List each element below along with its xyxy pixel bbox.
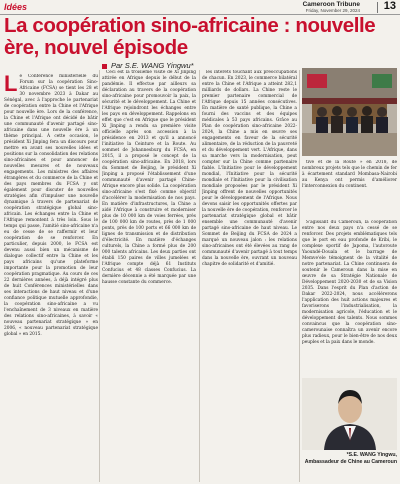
publication-masthead <box>303 1 360 13</box>
byline-text: Par S.E. WANG Yingwu* <box>111 61 194 70</box>
author-portrait-image <box>302 378 397 450</box>
drop-cap: L <box>4 74 18 96</box>
article-column-2 <box>102 70 196 480</box>
article-headline: La coopération sino-africaine : nouvelle ère, nouvel épisode <box>4 14 376 59</box>
article-column-1 <box>4 74 98 484</box>
article-column-4-top <box>302 160 397 220</box>
article-column-3 <box>202 70 297 480</box>
article-column-4 <box>302 220 397 372</box>
column-3-text: les intérêts touchant aux préoccupations de chacun. En 2023, le commerce bilatéral entre la Chine et l'Afrique a atteint 282,1 milliards de dollars. La Chine reste le premier partenaire commercial de l'Afrique depuis 15 années consécutives. En matière de santé publique, la Chine a fourni des vaccins et des équipes médicales à 53 pays africains. Grâce au Plan de coopération sino-africaine 2022-2024, la Chine a mis en œuvre ses engagements en faveur de la sécurité alimentaire, de la réduction de la pauvreté et du développement vert. L'Afrique, dans sa marche vers la modernisation, peut compter sur la Chine comme partenaire fiable. L'Initiative pour le développement mondial, l'Initiative pour la sécurité mondiale et l'Initiative pour la civilisation mondiale proposées par le président Xi Jinping offrent de nouvelles opportunités pour le développement de l'Afrique. Nous devons saisir les opportunités offertes par la nouvelle ère de coopération, renforcer le partenariat stratégique global et bâtir ensemble une communauté d'avenir partagé sino-africaine de haut niveau. Le Sommet de Beijing du FCSA de 2024 a marqué un nouveau jalon : les relations sino-africaines ont été élevées au rang de communauté d'avenir partagé à tout temps dans la nouvelle ère, ouvrant un nouveau chapitre de solidarité et d'amitié. <box>202 70 297 267</box>
column-divider <box>299 70 300 482</box>
column-4-text: S'agissant du Cameroun, la coopération entre nos deux pays n'a cessé de se renforcer. Des projets emblématiques tels que le port en eau profonde de Kribi, le complexe sportif de Japoma, l'autoroute Yaoundé-Douala et le barrage de Memve'ele témoignent de la vitalité de notre partenariat. La Chine continuera de soutenir le Cameroun dans la mise en œuvre de sa Stratégie Nationale de Développement 2020-2030 et de sa Vision 2035. Dans l'esprit du Plan d'action de Dakar 2022-2024, nous accélérerons l'application des huit actions majeures et favoriserons l'industrialisation, la modernisation agricole, l'éducation et le développement des talents. Nous sommes convaincus que la coopération sino-camerounaise connaîtra un avenir encore plus radieux, pour le bien-être de nos deux peuples et la paix dans le monde. <box>302 220 397 345</box>
column-divider <box>199 70 200 482</box>
column-2-text: Ceci est la troisième visite de Xi Jinping attirée en Afrique depuis le début de la pandémie. Il effectue par ailleurs sa déclaration au travers de la coopération sino-africaine pour promouvoir la paix, la sécurité et le développement. La Chine et l'Afrique rejoindront les échanges entre les pays en développement. Rappelons en effet que c'est en Afrique que le président Xi Jinping a rendu sa première visite officielle après son accession à la présidence en 2013 et qu'il a annoncé l'initiative la Ceinture et la Route. Au sommet de Johannesburg du FCSA, en 2015, il a proposé le concept de la coopération sino-africaine. En 2018, lors du Sommet de Beijing, le président Xi Jinping a proposé l'établissement d'une communauté d'avenir partagé Chine-Afrique encore plus solide. La coopération sino-africaine s'est fixé comme objectif d'accélérer la modernisation de nos pays. En matière d'infrastructures, la Chine a aidé l'Afrique à construire et moderniser plus de 10 000 km de voies ferrées, près de 100 000 km de routes, près de 1 000 ponts, près de 100 ports et 66 000 km de lignes de transmission et de distribution d'électricité. En matière d'échanges culturels, la Chine a formé plus de 200 000 talents africains. Les deux parties ont établi 150 paires de villes jumelées et l'Afrique compte déjà 61 Instituts Confucius et 48 classes Confucius. La dernière décennie a été marquée par une hausse constante du commerce. <box>102 70 196 285</box>
section-tag: Idées <box>4 2 28 12</box>
author-portrait <box>302 378 397 450</box>
column-divider <box>99 70 100 482</box>
publication-name: Cameroon Tribune <box>302 1 360 8</box>
author-caption <box>302 452 397 465</box>
page-number-divider <box>377 2 378 13</box>
square-bullet-icon <box>102 64 107 69</box>
author-name: *S.E. WANG Yingwu, <box>346 452 397 458</box>
page-number: 13 <box>383 0 396 12</box>
column-1-text: e Conférence ministérielle du Forum sur la coopération Sino-Africaine (FCSA) se tient les 28 et 30 novembre 2023 à Dakar au Sénégal, avec à l'approche le partenariat de coopération entre la Chine et l'Afrique pour nouvelle ère. Lors de la conférence, la Chine et l'Afrique ont décidé de bâtir une communauté d'avenir partagé sino-africaine dans une nouvelle ère à un thème principal. À cette occasion, le président Xi Jinping fera un discours pour mettre en avant ses nouvelles idées et positions sur la consolidation des relations sino-africaines et pour annoncer de nouvelles mesures et de nouveaux engagements. Les ministres des affaires étrangères et du commerce de la Chine et des pays membres du FCSA y ont également pour discuter de nouvelles stratégies afin d'impulser une nouvelle dynamique à travers de partenariat de coopération stratégique global sino-africain. Les échanges entre la Chine et l'Afrique remontent à très loin. Sous le temps qui passe, l'amitié sino-africaine n'a eu de cesse de se raffermir et leur coopération de se renforcer. En particulier, depuis 2000, le FCSA est devenu aussi bien un mécanisme de dialogue collectif entre la Chine et les pays africains qu'une plateforme importante pour la promotion de leur coopération pragmatique. Au cours de ces 22 dernières années, à déjà intégré plus de huit Conférences ministérielles dans ses interactions de haut niveau et d'une confiance politique mutuelle approfondie, la coopération sino-africaine a vu l'enchaînement de 3 niveaux en matière des relations sino-africaines, à savoir « nouveau partenariat stratégique » en 2006, « nouveau partenariat stratégique global » en 2015. <box>4 74 98 337</box>
event-photo <box>302 68 397 156</box>
page-header <box>0 0 400 15</box>
article-byline <box>102 61 194 70</box>
event-photo-image <box>302 68 397 156</box>
author-role: Ambassadeur de Chine au Cameroun <box>304 458 397 465</box>
column-4-top-text: tive et de la Route » en 2018, de nombreux projets tels que le chemin de fer à écartement standard Mombasa-Nairobi au Kenya ont permis d'améliorer l'interconnexion du continent. <box>302 160 397 189</box>
publication-date: Friday, November 29, 2024 <box>305 8 360 13</box>
